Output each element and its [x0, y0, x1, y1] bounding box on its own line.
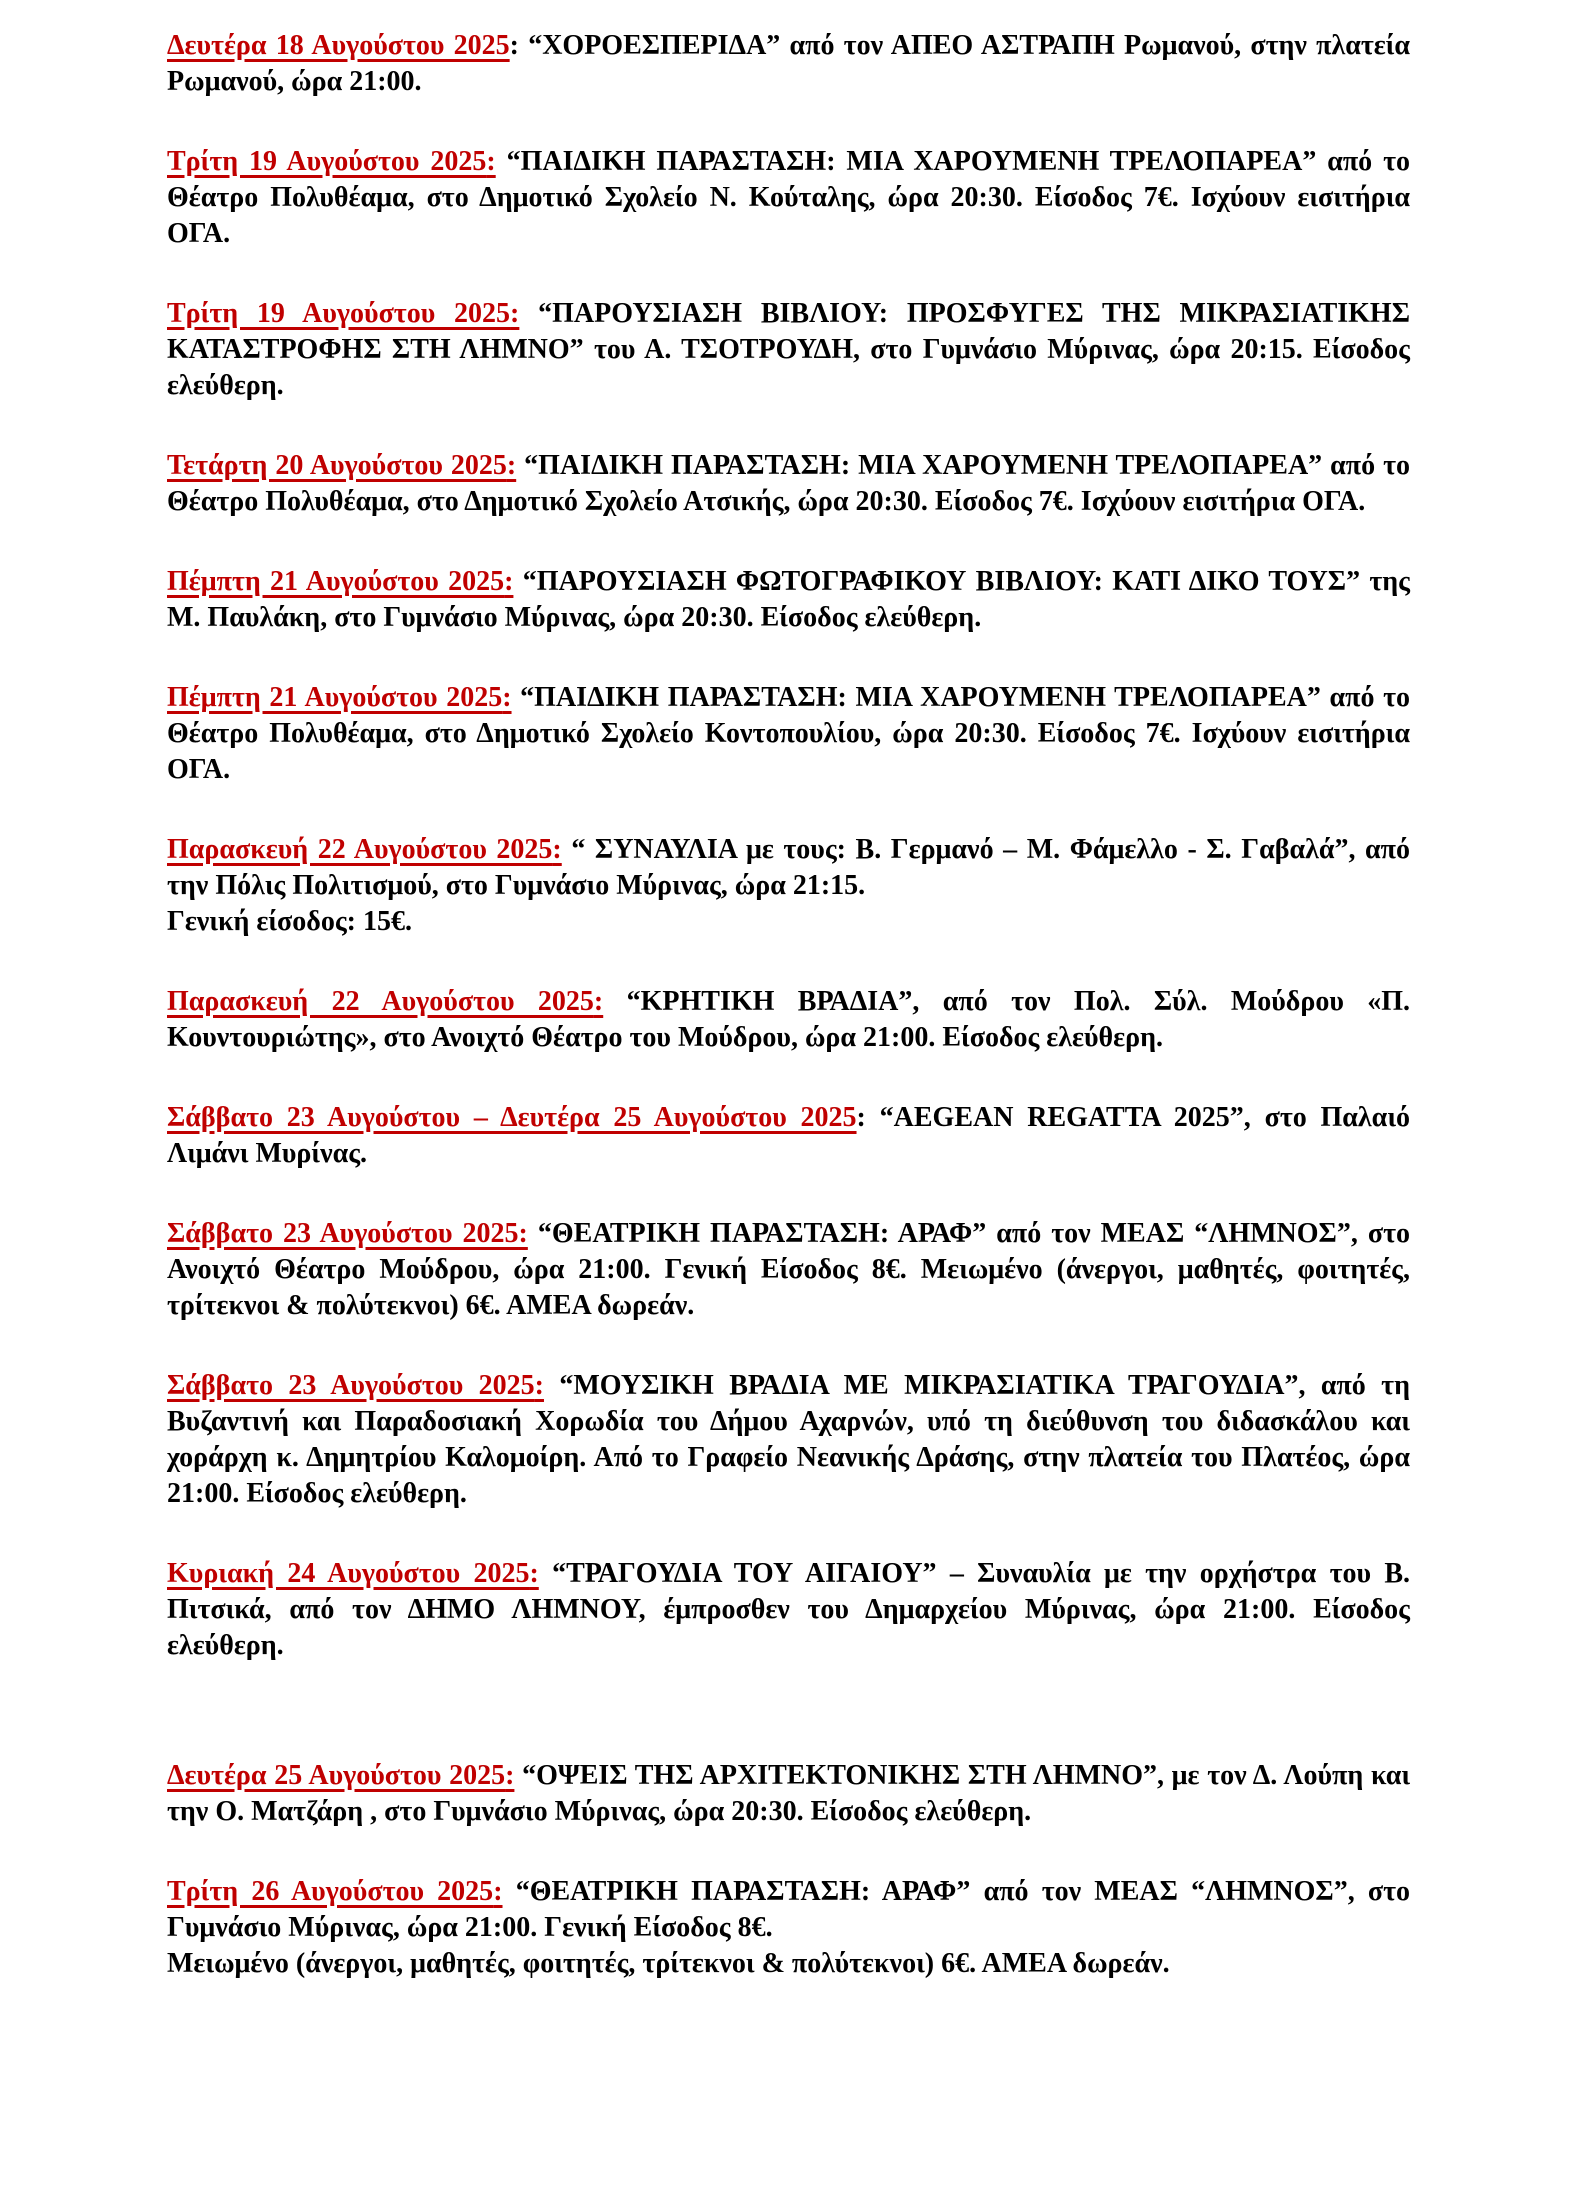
- date-colon: :: [518, 1218, 528, 1249]
- event-entry: [167, 1368, 1410, 1512]
- event-entry: [167, 1758, 1410, 1830]
- event-text-line: Γενική είσοδος: 15€.: [167, 906, 412, 937]
- date-text-gap: [519, 298, 538, 329]
- date-text-gap: [544, 1370, 559, 1401]
- events-list: [167, 28, 1410, 1982]
- event-date: Παρασκευή 22 Αυγούστου 2025: [167, 986, 594, 1017]
- date-colon: :: [534, 1370, 544, 1401]
- event-text: “ΟΨΕΙΣ ΤΗΣ ΑΡΧΙΤΕΚΤΟΝΙΚΗΣ ΣΤΗ ΛΗΜΝΟ”, με τον Δ. Λούπη και την Ο. Ματζάρη , στο Γυμνάσιο Μύρινας, ώρα 20:30. Είσοδος ελεύθερη.: [167, 1760, 1411, 1827]
- event-entry: [167, 1556, 1410, 1664]
- event-date: Τετάρτη 20 Αυγούστου 2025: [167, 450, 507, 481]
- event-text: “ΘΕΑΤΡΙΚΗ ΠΑΡΑΣΤΑΣΗ: ΑΡΑΦ” από τον ΜΕΑΣ “ΛΗΜΝΟΣ”, στο Ανοιχτό Θέατρο Μούδρου, ώρα 21:00. Γενική Είσοδος 8€. Μειωμένο (άνεργοι, μαθητές, φοιτητές, τρίτεκνοι & πολύτεκνοι) 6€. ΑΜΕΑ δωρεάν.: [167, 1218, 1411, 1321]
- event-date: Τρίτη 26 Αυγούστου 2025: [167, 1876, 494, 1907]
- event-date: Δευτέρα 18 Αυγούστου 2025: [167, 30, 510, 61]
- date-colon: :: [506, 450, 517, 481]
- date-colon: :: [529, 1558, 539, 1589]
- event-text: “ΤΡΑΓΟΥΔΙΑ ΤΟΥ ΑΙΓΑΙΟΥ” – Συναυλία με την ορχήστρα του Β. Πιτσικά, από τον ΔΗΜΟ ΛΗΜΝΟΥ, έμπροσθεν του Δημαρχείου Μύρινας, ώρα 21:00. Είσοδος ελεύθερη.: [167, 1558, 1411, 1661]
- date-text-gap: [603, 986, 626, 1017]
- event-entry: [167, 984, 1410, 1056]
- event-date: Τρίτη 19 Αυγούστου 2025: [167, 146, 487, 177]
- date-text-gap: [512, 682, 521, 713]
- event-text: “ΠΑΙΔΙΚΗ ΠΑΡΑΣΤΑΣΗ: ΜΙΑ ΧΑΡΟΥΜΕΝΗ ΤΡΕΛΟΠΑΡΕΑ” από το Θέατρο Πολυθέαμα, στο Δημοτικό Σχολείο Ατσικής, ώρα 20:30. Είσοδος 7€. Ισχύουν εισιτήρια ΟΓΑ.: [167, 450, 1410, 517]
- date-text-gap: [514, 1760, 522, 1791]
- date-text-gap: [513, 566, 522, 597]
- event-text-line: Μειωμένο (άνεργοι, μαθητές, φοιτητές, τρίτεκνοι & πολύτεκνοι) 6€. ΑΜΕΑ δωρεάν.: [167, 1948, 1170, 1979]
- date-colon: :: [509, 30, 519, 61]
- event-entry: [167, 564, 1410, 636]
- event-date: Σάββατο 23 Αυγούστου 2025: [167, 1370, 535, 1401]
- date-colon: :: [493, 1876, 503, 1907]
- date-text-gap: [496, 146, 507, 177]
- event-date: Τρίτη 19 Αυγούστου 2025: [167, 298, 511, 329]
- event-date: Πέμπτη 21 Αυγούστου 2025: [167, 682, 503, 713]
- event-text: “ ΣΥΝΑΥΛΙΑ με τους: Β. Γερμανό – Μ. Φάμελλο - Σ. Γαβαλά”, από την Πόλις Πολιτισμού, στο Γυμνάσιο Μύρινας, ώρα 21:15.: [167, 834, 1410, 901]
- event-text: “ΚΡΗΤΙΚΗ ΒΡΑΔΙΑ”, από τον Πολ. Σύλ. Μούδρου «Π. Κουντουριώτης», στο Ανοιχτό Θέατρο του Μούδρου, ώρα 21:00. Είσοδος ελεύθερη.: [167, 986, 1411, 1053]
- date-text-gap: [503, 1876, 516, 1907]
- date-colon: :: [510, 298, 520, 329]
- date-text-gap: [539, 1558, 552, 1589]
- event-date: Δευτέρα 25 Αυγούστου 2025: [167, 1760, 506, 1791]
- event-entry: [167, 832, 1410, 940]
- event-entry: [167, 144, 1410, 252]
- event-date: Σάββατο 23 Αυγούστου – Δευτέρα 25 Αυγούστου 2025: [167, 1102, 857, 1133]
- date-text-gap: [519, 30, 528, 61]
- date-colon: :: [856, 1102, 866, 1133]
- event-text: “ΧΟΡΟΕΣΠΕΡΙΔΑ” από τον ΑΠΕΟ ΑΣΤΡΑΠΗ Ρωμανού, στην πλατεία Ρωμανού, ώρα 21:00.: [167, 30, 1411, 97]
- date-text-gap: [516, 450, 524, 481]
- event-entry: [167, 680, 1410, 788]
- event-date: Παρασκευή 22 Αυγούστου 2025: [167, 834, 553, 865]
- event-date: Κυριακή 24 Αυγούστου 2025: [167, 1558, 530, 1589]
- event-text: “ΠΑΙΔΙΚΗ ΠΑΡΑΣΤΑΣΗ: ΜΙΑ ΧΑΡΟΥΜΕΝΗ ΤΡΕΛΟΠΑΡΕΑ” από το Θέατρο Πολυθέαμα, στο Δημοτικό Σχολείο Ν. Κούταλης, ώρα 20:30. Είσοδος 7€. Ισχύουν εισιτήρια ΟΓΑ.: [167, 146, 1410, 249]
- date-colon: :: [502, 682, 512, 713]
- event-entry: [167, 296, 1410, 404]
- event-text: “ΘΕΑΤΡΙΚΗ ΠΑΡΑΣΤΑΣΗ: ΑΡΑΦ” από τον ΜΕΑΣ “ΛΗΜΝΟΣ”, στο Γυμνάσιο Μύρινας, ώρα 21:00. Γενική Είσοδος 8€.: [167, 1876, 1411, 1943]
- date-colon: :: [593, 986, 604, 1017]
- event-text: “ΠΑΡΟΥΣΙΑΣΗ ΦΩΤΟΓΡΑΦΙΚΟΥ ΒΙΒΛΙΟΥ: ΚΑΤΙ ΔΙΚΟ ΤΟΥΣ” της Μ. Παυλάκη, στο Γυμνάσιο Μύρινας, ώρα 20:30. Είσοδος ελεύθερη.: [167, 566, 1410, 633]
- event-text: “ΠΑΙΔΙΚΗ ΠΑΡΑΣΤΑΣΗ: ΜΙΑ ΧΑΡΟΥΜΕΝΗ ΤΡΕΛΟΠΑΡΕΑ” από το Θέατρο Πολυθέαμα, στο Δημοτικό Σχολείο Κοντοπουλίου, ώρα 20:30. Είσοδος 7€. Ισχύουν εισιτήρια ΟΓΑ.: [167, 682, 1410, 785]
- event-date: Σάββατο 23 Αυγούστου 2025: [167, 1218, 519, 1249]
- event-entry: [167, 448, 1410, 520]
- date-text-gap: [866, 1102, 880, 1133]
- event-entry: [167, 28, 1410, 100]
- date-colon: :: [505, 1760, 515, 1791]
- event-text: “AEGEAN REGATTA 2025”, στο Παλαιό Λιμάνι Μυρίνας.: [167, 1102, 1410, 1169]
- date-colon: :: [504, 566, 514, 597]
- date-colon: :: [552, 834, 562, 865]
- event-date: Πέμπτη 21 Αυγούστου 2025: [167, 566, 505, 597]
- event-text: “ΠΑΡΟΥΣΙΑΣΗ ΒΙΒΛΙΟΥ: ΠΡΟΣΦΥΓΕΣ ΤΗΣ ΜΙΚΡΑΣΙΑΤΙΚΗΣ ΚΑΤΑΣΤΡΟΦΗΣ ΣΤΗ ΛΗΜΝΟ” του Α. ΤΣΟΤΡΟΥΔΗ, στο Γυμνάσιο Μύρινας, ώρα 20:15. Είσοδος ελεύθερη.: [167, 298, 1411, 401]
- date-colon: :: [486, 146, 496, 177]
- event-entry: [167, 1100, 1410, 1172]
- date-text-gap: [528, 1218, 538, 1249]
- event-text: “ΜΟΥΣΙΚΗ ΒΡΑΔΙΑ ΜΕ ΜΙΚΡΑΣΙΑΤΙΚΑ ΤΡΑΓΟΥΔΙΑ”, από τη Βυζαντινή και Παραδοσιακή Χορωδία του Δήμου Αχαρνών, υπό τη διεύθυνση του διδασκάλου και χοράρχη κ. Δημητρίου Καλομοίρη. Από το Γραφείο Νεανικής Δράσης, στην πλατεία του Πλατέος, ώρα 21:00. Είσοδος ελεύθερη.: [167, 1370, 1410, 1509]
- event-entry: [167, 1216, 1410, 1324]
- date-text-gap: [562, 834, 572, 865]
- event-entry: [167, 1874, 1410, 1982]
